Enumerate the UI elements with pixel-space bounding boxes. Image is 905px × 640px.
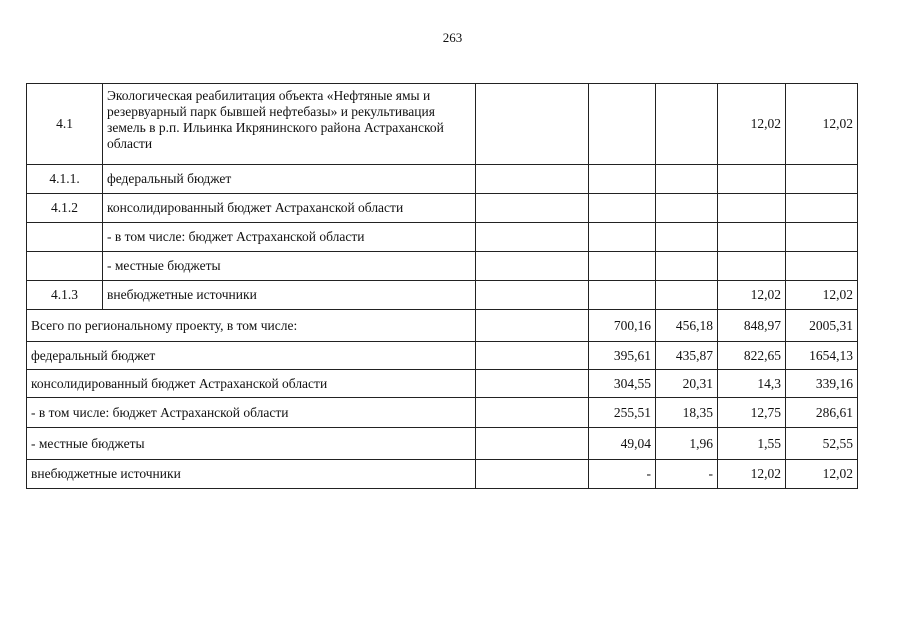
value-cell: 435,87 (656, 342, 718, 370)
value-cell: 18,35 (656, 398, 718, 428)
value-cell: 822,65 (718, 342, 786, 370)
row-code: 4.1.1. (27, 165, 103, 194)
value-cell: 12,02 (718, 84, 786, 165)
value-cell: 456,18 (656, 310, 718, 342)
summary-row (27, 310, 858, 342)
empty-cell (476, 252, 589, 281)
value-cell: 12,02 (718, 281, 786, 310)
value-cell (656, 252, 718, 281)
summary-label: Всего по региональному проекту, в том числе: (27, 310, 476, 342)
row-code: 4.1.3 (27, 281, 103, 310)
value-cell: - (656, 460, 718, 489)
empty-cell (476, 370, 589, 398)
empty-cell (476, 281, 589, 310)
total-cell: 1654,13 (786, 342, 858, 370)
summary-row (27, 428, 858, 460)
empty-cell (476, 428, 589, 460)
empty-cell (476, 342, 589, 370)
total-cell: 52,55 (786, 428, 858, 460)
value-cell (589, 194, 656, 223)
page-number: 263 (442, 30, 463, 45)
value-cell: 12,75 (718, 398, 786, 428)
row-code (27, 252, 103, 281)
row-name: Экологическая реабилитация объекта «Нефтяные ямы и резервуарный парк бывшей нефтебазы» и рекультивация земель в р.п. Ильинка Икрянинского района Астраханской области (103, 84, 476, 165)
summary-label: внебюджетные источники (27, 460, 476, 489)
value-cell (656, 165, 718, 194)
row-name: федеральный бюджет (103, 165, 476, 194)
row-name: внебюджетные источники (103, 281, 476, 310)
empty-cell (476, 165, 589, 194)
row-code: 4.1.2 (27, 194, 103, 223)
row-name: консолидированный бюджет Астраханской области (103, 194, 476, 223)
total-cell (786, 223, 858, 252)
empty-cell (476, 460, 589, 489)
table-row (27, 252, 858, 281)
value-cell: 1,55 (718, 428, 786, 460)
row-name: - местные бюджеты (103, 252, 476, 281)
table-row (27, 165, 858, 194)
table-row (27, 84, 858, 165)
value-cell: 49,04 (589, 428, 656, 460)
total-cell: 12,02 (786, 281, 858, 310)
value-cell (718, 252, 786, 281)
value-cell (718, 165, 786, 194)
summary-label: федеральный бюджет (27, 342, 476, 370)
empty-cell (476, 398, 589, 428)
value-cell: 395,61 (589, 342, 656, 370)
value-cell: 1,96 (656, 428, 718, 460)
value-cell (589, 252, 656, 281)
row-code: 4.1 (27, 84, 103, 165)
total-cell (786, 165, 858, 194)
value-cell: 848,97 (718, 310, 786, 342)
summary-row (27, 398, 858, 428)
total-cell: 339,16 (786, 370, 858, 398)
empty-cell (476, 310, 589, 342)
value-cell: 12,02 (718, 460, 786, 489)
value-cell (589, 223, 656, 252)
value-cell: 255,51 (589, 398, 656, 428)
table-row (27, 194, 858, 223)
row-name: - в том числе: бюджет Астраханской области (103, 223, 476, 252)
summary-row (27, 460, 858, 489)
total-cell (786, 252, 858, 281)
summary-label: - местные бюджеты (27, 428, 476, 460)
value-cell (656, 223, 718, 252)
value-cell (656, 281, 718, 310)
value-cell (589, 165, 656, 194)
total-cell: 286,61 (786, 398, 858, 428)
value-cell (656, 84, 718, 165)
value-cell: 304,55 (589, 370, 656, 398)
total-cell: 12,02 (786, 84, 858, 165)
total-cell: 2005,31 (786, 310, 858, 342)
row-code (27, 223, 103, 252)
value-cell: - (589, 460, 656, 489)
summary-label: консолидированный бюджет Астраханской области (27, 370, 476, 398)
empty-cell (476, 84, 589, 165)
total-cell (786, 194, 858, 223)
table-row (27, 281, 858, 310)
value-cell (718, 194, 786, 223)
value-cell (589, 281, 656, 310)
value-cell (656, 194, 718, 223)
value-cell (718, 223, 786, 252)
value-cell: 14,3 (718, 370, 786, 398)
summary-label: - в том числе: бюджет Астраханской области (27, 398, 476, 428)
budget-table (26, 83, 858, 489)
empty-cell (476, 223, 589, 252)
summary-row (27, 342, 858, 370)
value-cell: 20,31 (656, 370, 718, 398)
summary-row (27, 370, 858, 398)
value-cell: 700,16 (589, 310, 656, 342)
total-cell: 12,02 (786, 460, 858, 489)
value-cell (589, 84, 656, 165)
empty-cell (476, 194, 589, 223)
table-row (27, 223, 858, 252)
